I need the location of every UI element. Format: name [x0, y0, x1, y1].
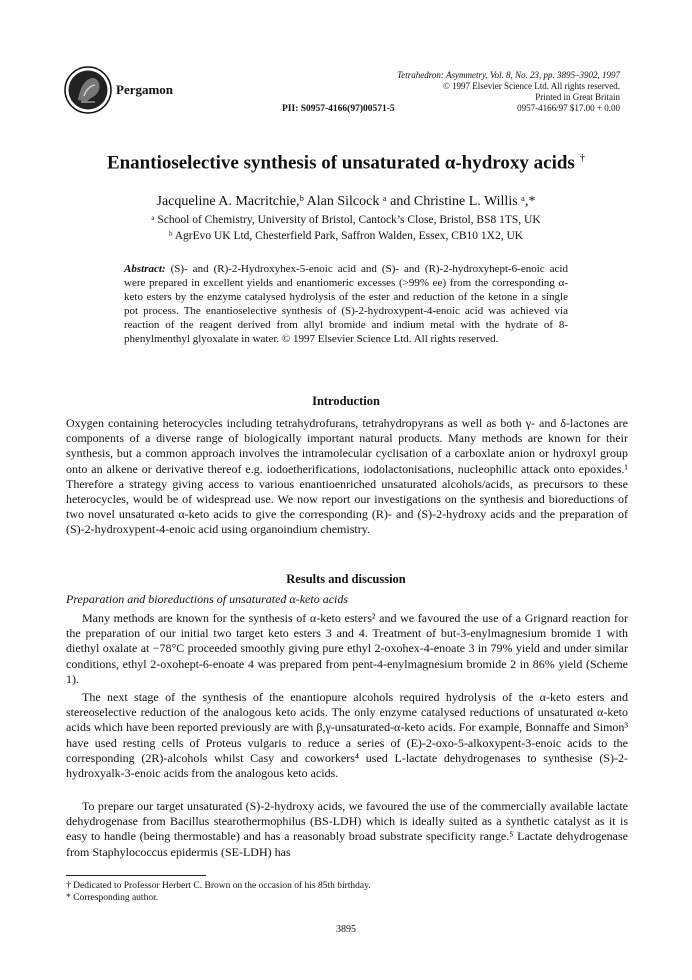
footnote-corresponding: * Corresponding author. — [66, 893, 159, 903]
footnotes — [66, 880, 371, 904]
subsection-heading: Preparation and bioreductions of unsaturated α-keto acids — [66, 592, 349, 606]
title-text: Enantioselective synthesis of unsaturated α-hydroxy acids — [106, 152, 575, 174]
footnote-divider — [66, 875, 206, 876]
results-paragraph: Many methods are known for the synthesis of α-keto esters² and we favoured the use of a Grignard reaction for the preparation of our initial two target keto esters 3 and 4. Treatment of but-3-enylmagnesium bromide 1 with diethyl oxalate at −78°C proceeded smoothly giving pure ethyl 2-oxohex-4-enoate 3 in 79% yield and under similar conditions, ethyl 2-oxohept-6-enoate 4 was prepared from pent-4-enylmagnesium bromide 2 in 86% yield (Scheme 1). — [66, 611, 628, 686]
article-title — [0, 152, 692, 174]
affiliation-a: ᵃ School of Chemistry, University of Bristol, Cantock’s Close, Bristol, BS8 1TS, UK — [151, 214, 541, 226]
results-paragraph: To prepare our target unsaturated (S)-2-hydroxy acids, we favoured the use of the commercially available lactate dehydrogenase from Bacillus stearothermophilus (BS-LDH) which is ideally suited as a synthetic catalyst as it is easy to handle (being thermostable) and has a reasonably broad substrate specificity range.⁵ Lactate dehydrogenase from Staphylococcus epidermis (SE-LDH) has — [66, 799, 628, 859]
pii-code: PII: S0957-4166(97)00571-5 — [282, 104, 395, 114]
elsevier-tree-icon — [64, 66, 112, 114]
section-heading-introduction: Introduction — [312, 394, 380, 408]
journal-citation — [397, 70, 620, 114]
abstract — [124, 262, 568, 346]
publisher-name: Pergamon — [116, 82, 174, 97]
section-heading-results: Results and discussion — [286, 572, 406, 586]
footnote-dedication: † Dedicated to Professor Herbert C. Brown on the occasion of his 85th birthday. — [66, 881, 371, 891]
affiliation-b: ᵇ AgrEvo UK Ltd, Chesterfield Park, Saffron Walden, Essex, CB10 1X2, UK — [168, 230, 524, 242]
abstract-label: Abstract: — [124, 263, 166, 275]
results-paragraph: The next stage of the synthesis of the enantiopure alcohols required hydrolysis of the α-keto esters and stereoselective reduction of the analogous keto acids. The only enzyme catalysed reductions of unsaturated α-keto acids which have been reported previously are with β,γ-unsaturated-α-keto acids. For example, Bonnaffe and Simon³ have used resting cells of Proteus vulgaris to reduce a series of (E)-2-oxo-5-alkoxypent-3-enoic acids to the corresponding (2R)-alcohols whilst Casy and coworkers⁴ used L-lactate dehydrogenases to synthesise (S)-2-hydroxyalk-3-enoic acids from the analogous keto acids. — [66, 690, 628, 781]
journal-line: © 1997 Elsevier Science Ltd. All rights reserved. — [442, 81, 620, 91]
introduction-paragraph: Oxygen containing heterocycles including tetrahydrofurans, tetrahydropyrans as well as both γ- and δ-lactones are components of a diverse range of biologically important natural products. Many methods are known for their synthesis, but a common approach involves the intramolecular cyclisation of a carboxlate anion or hydroxyl group onto an alkene or derivative thereof e.g. iodoetherifications, iodolactonisations, nucleophilic attack onto epoxides.¹ Therefore a strategy giving access to various enantioenriched unsaturated alcohols/acids, as precursors to these heterocycles, would be of widespread use. We now report our investigations on the synthesis and bioreductions of two novel unsaturated α-keto acids to give the corresponding (R)- and (S)-2-hydroxy acids and the preparation of (S)-2-hydroxypent-4-enoic acid using organoindium chemistry. — [66, 416, 628, 537]
title-footnote-mark: † — [579, 152, 586, 164]
abstract-text: (S)- and (R)-2-Hydroxyhex-5-enoic acid and (S)- and (R)-2-hydroxyhept-6-enoic acid were prepared in excellent yields and enantiomeric excesses (>99% ee) from the corresponding α-keto esters by the enzyme catalysed hydrolysis of the ester and reduction of the ketone in a single pot process. The enantioselective synthesis of (S)-2-hydroxypent-4-enoic acid was achieved via reaction of the reagent derived from allyl bromide and indium metal with the hydrate of 8-phenylmenthyl glyoxalate in water. © 1997 Elsevier Science Ltd. All rights reserved. — [124, 263, 568, 345]
page-number: 3895 — [336, 924, 356, 935]
journal-line: Printed in Great Britain — [535, 92, 620, 102]
journal-line: Tetrahedron: Asymmetry, Vol. 8, No. 23, pp. 3895–3902, 1997 — [397, 70, 620, 80]
author-list: Jacqueline A. Macritchie,ᵇ Alan Silcock ᵃ and Christine L. Willis ᵃ,* — [156, 194, 536, 209]
journal-line: 0957-4166/97 $17.00 + 0.00 — [517, 103, 620, 113]
